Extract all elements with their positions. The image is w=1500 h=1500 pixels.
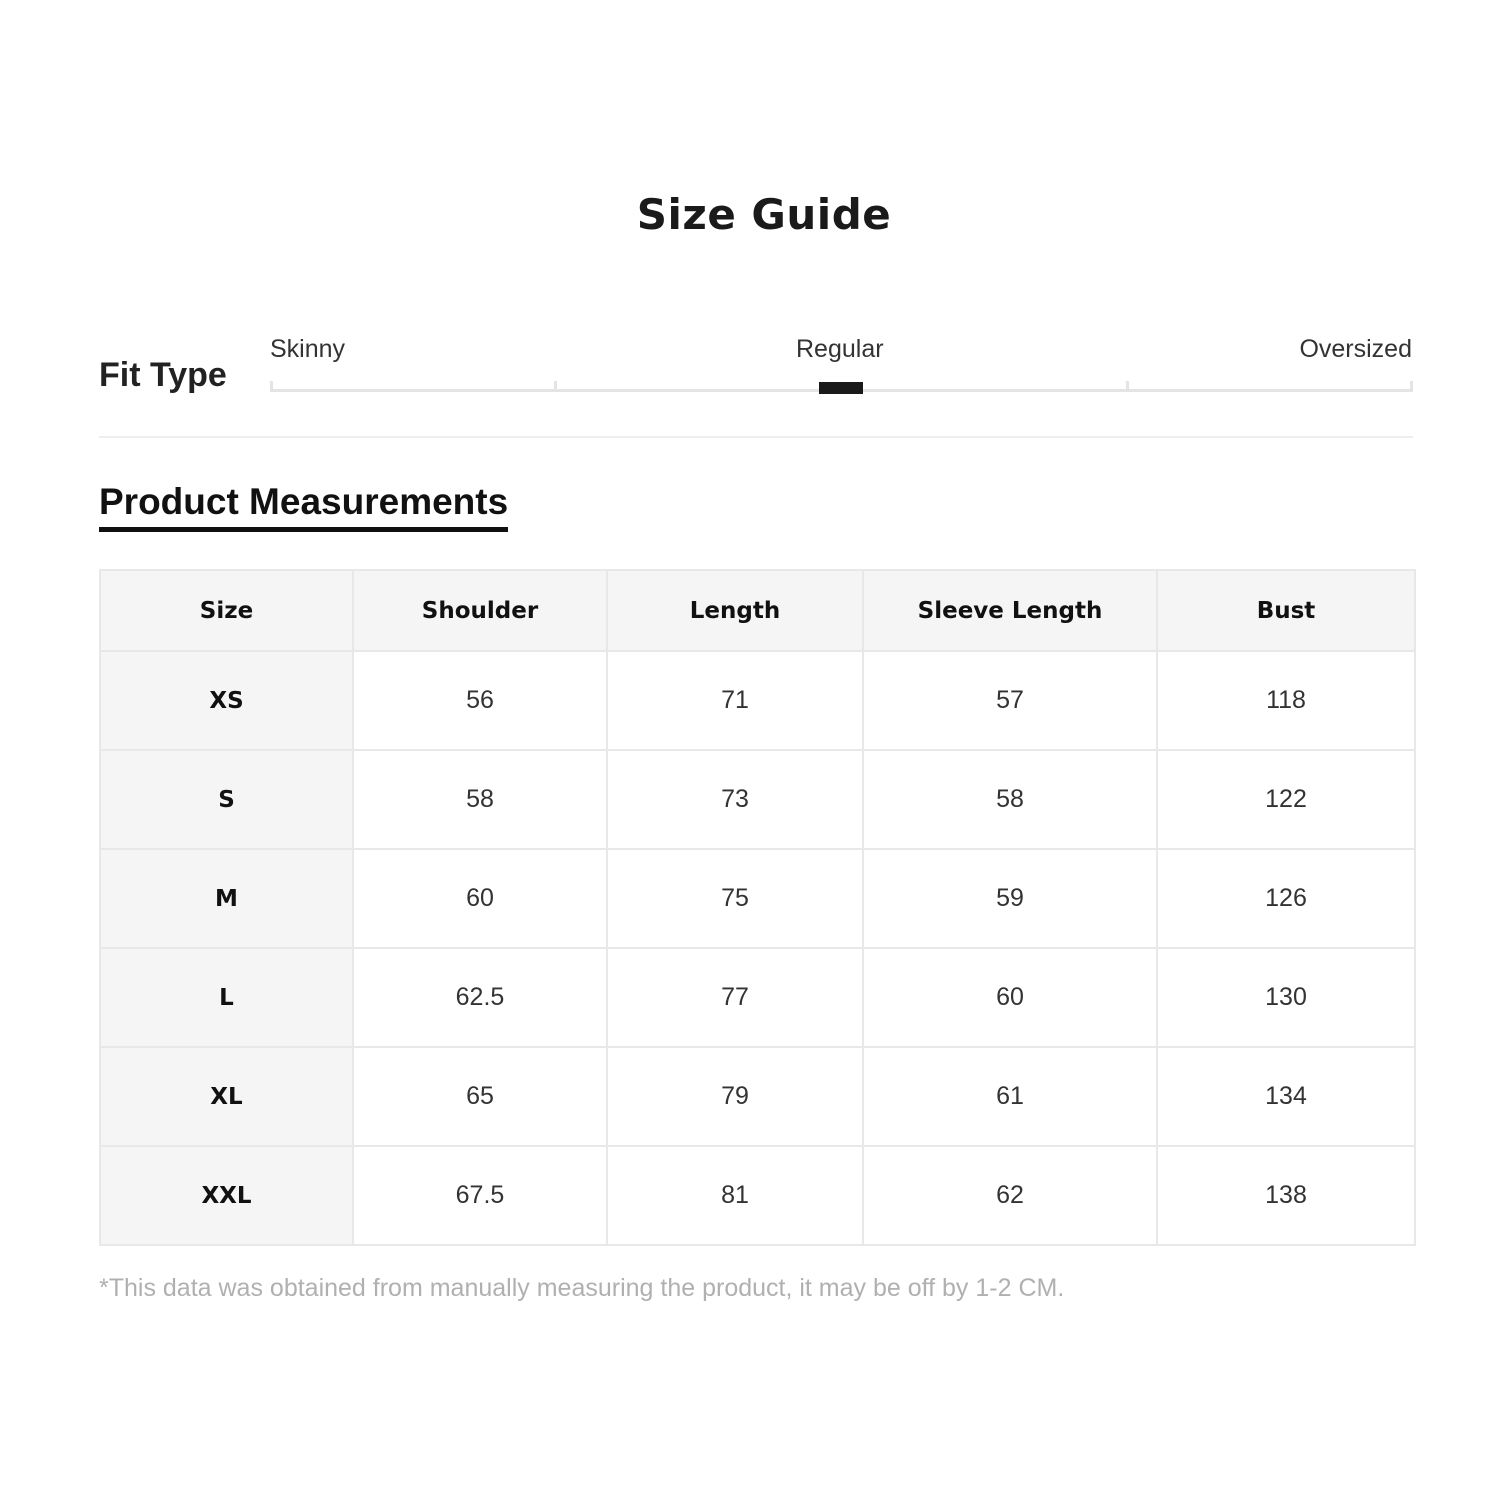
bust-cell: 134: [1157, 1047, 1415, 1146]
fit-option-oversized: Oversized: [1299, 335, 1412, 363]
bust-cell: 130: [1157, 948, 1415, 1047]
bust-cell: 118: [1157, 651, 1415, 750]
shoulder-cell: 60: [353, 849, 607, 948]
column-header-size: Size: [100, 570, 353, 651]
size-cell: XL: [100, 1047, 353, 1146]
section-title-product-measurements: Product Measurements: [99, 481, 508, 532]
table-row: [100, 849, 1415, 948]
size-cell: M: [100, 849, 353, 948]
length-cell: 79: [607, 1047, 863, 1146]
shoulder-cell: 58: [353, 750, 607, 849]
fit-option-skinny: Skinny: [270, 335, 346, 363]
shoulder-cell: 67.5: [353, 1146, 607, 1245]
fit-scale-tick: [270, 381, 273, 392]
sleeve-length-cell: 62: [863, 1146, 1157, 1245]
fit-scale-tick: [554, 381, 557, 392]
fit-type-selected-marker: [819, 382, 863, 394]
bust-cell: 138: [1157, 1146, 1415, 1245]
column-header-length: Length: [607, 570, 863, 651]
column-header-bust: Bust: [1157, 570, 1415, 651]
bust-cell: 122: [1157, 750, 1415, 849]
table-row: [100, 651, 1415, 750]
length-cell: 75: [607, 849, 863, 948]
table-row: [100, 1047, 1415, 1146]
shoulder-cell: 62.5: [353, 948, 607, 1047]
sleeve-length-cell: 58: [863, 750, 1157, 849]
size-cell: S: [100, 750, 353, 849]
length-cell: 71: [607, 651, 863, 750]
fit-type-label: Fit Type: [99, 356, 227, 394]
size-table: [99, 569, 1416, 1246]
shoulder-cell: 65: [353, 1047, 607, 1146]
length-cell: 73: [607, 750, 863, 849]
size-cell: XS: [100, 651, 353, 750]
fit-scale-tick: [1126, 381, 1129, 392]
table-header-row: [100, 570, 1415, 651]
sleeve-length-cell: 57: [863, 651, 1157, 750]
shoulder-cell: 56: [353, 651, 607, 750]
section-divider: [99, 436, 1413, 438]
sleeve-length-cell: 61: [863, 1047, 1157, 1146]
sleeve-length-cell: 59: [863, 849, 1157, 948]
page-title: Size Guide: [636, 190, 892, 239]
table-row: [100, 1146, 1415, 1245]
column-header-shoulder: Shoulder: [353, 570, 607, 651]
fit-scale-tick: [1410, 381, 1413, 392]
measurement-disclaimer: *This data was obtained from manually measuring the product, it may be off by 1-2 CM.: [99, 1274, 1065, 1302]
length-cell: 77: [607, 948, 863, 1047]
table-row: [100, 750, 1415, 849]
bust-cell: 126: [1157, 849, 1415, 948]
length-cell: 81: [607, 1146, 863, 1245]
fit-option-regular: Regular: [796, 335, 884, 363]
size-cell: XXL: [100, 1146, 353, 1245]
sleeve-length-cell: 60: [863, 948, 1157, 1047]
column-header-sleeve-length: Sleeve Length: [863, 570, 1157, 651]
table-row: [100, 948, 1415, 1047]
size-cell: L: [100, 948, 353, 1047]
